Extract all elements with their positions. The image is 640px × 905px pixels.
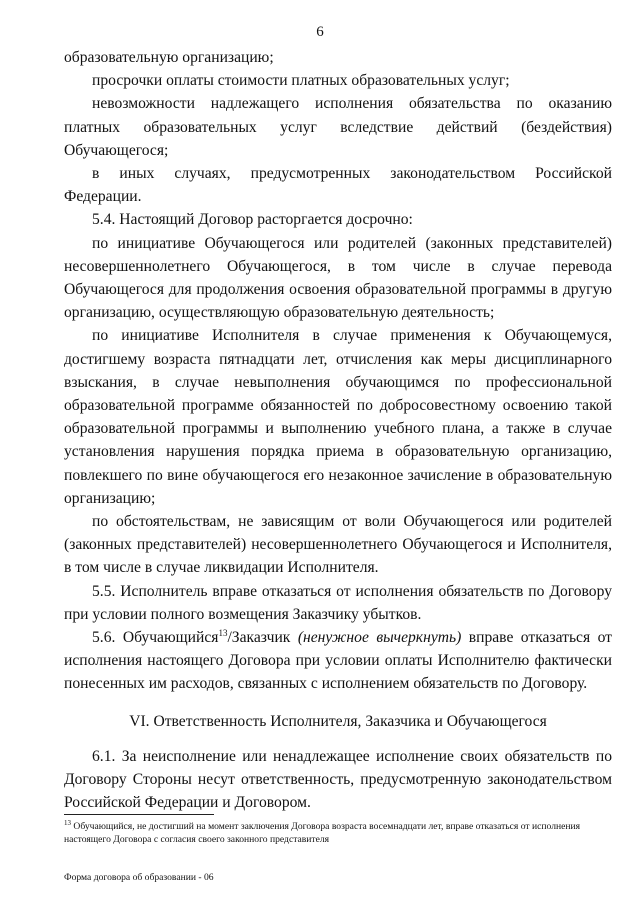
clause-5-5: 5.5. Исполнитель вправе отказаться от исполнения обязательств по Договору при условии полного возмещения Заказчику убытков. bbox=[64, 582, 612, 623]
page-number: 6 bbox=[316, 24, 324, 40]
clause-5-4: 5.4. Настоящий Договор расторгается досрочно: bbox=[92, 211, 413, 229]
clause-6-1: 6.1. За неисполнение или ненадлежащее исполнение своих обязательств по Договору Стороны несут ответственность, предусмотренную законодательством Российской Федерации и Договором. bbox=[64, 747, 612, 812]
section-heading: VI. Ответственность Исполнителя, Заказчика и Обучающегося bbox=[129, 712, 547, 730]
footnote-mark: 13 bbox=[64, 818, 71, 827]
footnote-text: Обучающийся, не достигший на момент заключения Договора возраста восемнадцати лет, вправе отказаться от исполнения настоящего Договора с согласия своего законного представителя bbox=[64, 821, 581, 845]
paragraph: по инициативе Исполнителя в случае применения к Обучающемуся, достигшему возраста пятнадцати лет, отчисления как меры дисциплинарного взыскания, в случае невыполнения обучающимся по профессиональной образовательной программе обязанностей по добросовестному освоению такой образовательной программы и выполнению учебного плана, а также в случае установления нарушения порядка приема в образовательную организацию, повлекшего по вине обучающегося его незаконное зачисление в образовательную организацию; bbox=[64, 327, 612, 507]
clause-5-6 bbox=[64, 626, 612, 696]
paragraph: просрочки оплаты стоимости платных образовательных услуг; bbox=[92, 72, 510, 90]
footnote-divider bbox=[64, 814, 214, 815]
clause-5-6-end: вправе отказаться от исполнения настоящего Договора при условии оплаты Исполнителю фактически понесенных им расходов, связанных с исполнением обязательств по Договору. bbox=[64, 629, 612, 693]
clause-5-6-mid: /Заказчик bbox=[227, 629, 298, 647]
clause-5-6-note: (ненужное вычеркнуть) bbox=[297, 629, 462, 647]
paragraph: невозможности надлежащего исполнения обязательства по оказанию платных образовательных услуг вследствие действий (бездействия) Обучающегося; bbox=[64, 95, 612, 159]
footnote bbox=[64, 820, 612, 846]
paragraph: по обстоятельствам, не зависящим от воли Обучающегося или родителей (законных представителей) несовершеннолетнего Обучающегося и Исполнителя, в том числе в случае ликвидации Исполнителя. bbox=[64, 513, 612, 577]
paragraph: по инициативе Обучающегося или родителей (законных представителей) несовершеннолетнего Обучающегося, в том числе в случае перевода Обучающегося для продолжения освоения образовательной программы в другую организацию, осуществляющую образовательную деятельность; bbox=[64, 234, 612, 322]
paragraph: в иных случаях, предусмотренных законодательством Российской Федерации. bbox=[64, 165, 612, 206]
clause-5-6-start: 5.6. Обучающийся bbox=[92, 629, 219, 647]
document-body bbox=[64, 46, 612, 815]
paragraph: образовательную организацию; bbox=[64, 49, 274, 66]
footnote-reference: 13 bbox=[218, 627, 228, 638]
form-footer: Форма договора об образовании - 06 bbox=[64, 872, 214, 883]
